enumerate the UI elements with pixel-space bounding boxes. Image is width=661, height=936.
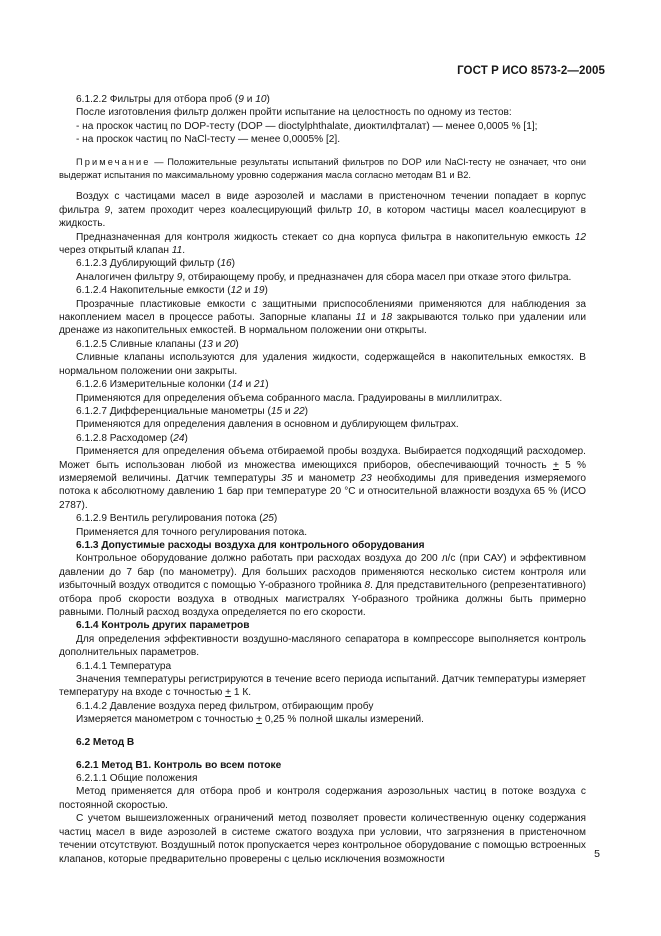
reference-number: 23 bbox=[360, 472, 372, 484]
paragraph bbox=[59, 619, 586, 632]
text-run: ) bbox=[184, 432, 188, 444]
text-run: 6.1.2.6 Измерительные колонки ( bbox=[76, 379, 232, 391]
text-run: Примечание bbox=[76, 156, 151, 167]
text-run: и манометр bbox=[292, 472, 361, 484]
text-run: ) bbox=[265, 379, 269, 391]
text-run: Предназначенная для контроля жидкость стекает со дна корпуса фильтра в накопительную емкость bbox=[76, 231, 575, 243]
text-run: 6.1.4.1 Температура bbox=[76, 660, 172, 672]
text-run: и bbox=[366, 312, 381, 324]
paragraph bbox=[59, 512, 586, 525]
paragraph bbox=[59, 673, 586, 700]
text-run: 6.1.2.8 Расходомер ( bbox=[76, 432, 174, 444]
reference-number: 11 bbox=[171, 245, 183, 257]
reference-number: 20 bbox=[224, 338, 236, 350]
text-run: 6.1.2.9 Вентиль регулирования потока ( bbox=[76, 513, 263, 525]
text-run: , в котором частицы масел коалесцируют в жидкость. bbox=[59, 204, 586, 230]
text-run: 6.2.1.1 Общие положения bbox=[76, 773, 198, 785]
paragraph bbox=[59, 772, 586, 785]
text-run: 6.1.2.7 Дифференциальные манометры ( bbox=[76, 405, 271, 417]
reference-number: 12 bbox=[230, 285, 242, 297]
text-run: ) bbox=[235, 338, 239, 350]
paragraph bbox=[59, 338, 586, 351]
reference-number: 8 bbox=[364, 580, 371, 592]
text-run: 0,25 % полной шкалы измерений. bbox=[262, 714, 424, 726]
paragraph bbox=[59, 418, 586, 431]
text-run: 1 К. bbox=[231, 687, 252, 699]
paragraph bbox=[59, 284, 586, 297]
text-run: через открытый клапан bbox=[59, 245, 172, 257]
paragraph bbox=[59, 812, 586, 866]
text-run: и bbox=[241, 285, 254, 297]
text-run: ) bbox=[273, 513, 278, 525]
text-run: 6.1.2.5 Сливные клапаны ( bbox=[76, 338, 202, 350]
reference-number: 14 bbox=[231, 379, 243, 391]
text-run: Сливные клапаны используются для удаления жидкости, содержащейся в накопительных емкостях. В нормальном положении они закрыты. bbox=[59, 352, 586, 377]
paragraph bbox=[59, 378, 586, 391]
reference-number: 11 bbox=[355, 312, 367, 324]
text-run: . bbox=[182, 245, 186, 257]
reference-number: 13 bbox=[201, 338, 213, 350]
paragraph bbox=[59, 700, 586, 713]
section-heading-text: 6.2.1 Метод В1. Контроль во всем потоке bbox=[76, 759, 282, 771]
text-run: + bbox=[225, 687, 232, 699]
paragraph bbox=[59, 445, 586, 512]
text-run: ) bbox=[266, 94, 270, 105]
paragraph bbox=[59, 405, 586, 418]
paragraph bbox=[59, 106, 586, 119]
text-run: ) bbox=[304, 405, 309, 417]
text-run: Контрольное оборудование должно работать при расходах воздуха до 200 л/с (при САУ) и эффективном давлении до 7 бар (по манометру). Для больших расходов применяются несколько систем контроля или избыточный воздух отводится с помощью Y-образного тройника bbox=[59, 553, 586, 592]
paragraph bbox=[59, 660, 586, 673]
text-run: + bbox=[256, 714, 263, 726]
reference-number: 18 bbox=[380, 312, 393, 324]
paragraph bbox=[59, 271, 586, 284]
reference-number: 21 bbox=[253, 379, 266, 391]
paragraph bbox=[59, 298, 586, 338]
paragraph bbox=[59, 432, 586, 445]
text-run: Применяется для точного регулирования потока. bbox=[76, 526, 308, 538]
text-run: необходимы для приведения измеряемого потока к абсолютному давлению 1 бар при температуре 20 °С и относительной влажности воздуха 65 % (ИСО 2787). bbox=[59, 472, 587, 511]
text-run: 6.1.2.2 Фильтры для отбора проб ( bbox=[76, 94, 239, 105]
reference-number: 12 bbox=[574, 231, 586, 243]
section-heading-text: 6.2 Метод В bbox=[76, 736, 135, 748]
text-run: 5 % измеряемой величины. Датчик температуры bbox=[59, 459, 587, 484]
paragraph bbox=[59, 633, 586, 660]
paragraph bbox=[59, 120, 586, 133]
text-run: , затем проходит через коалесцирующий фильтр bbox=[110, 204, 358, 216]
document-body bbox=[59, 93, 586, 866]
reference-number: 10 bbox=[255, 94, 267, 105]
text-run: ) bbox=[264, 285, 268, 297]
text-run: Прозрачные пластиковые емкости с защитными приспособлениями применяются для наблюдения за накоплением масел в процессе работы. Запорные клапаны bbox=[59, 298, 586, 324]
text-run: и bbox=[243, 94, 256, 105]
text-run: - на проскок частиц по DOP-тесту (DOP — dioctylphthalate, диоктилфталат) — менее 0,0005 % [1]; bbox=[76, 120, 538, 132]
paragraph bbox=[59, 785, 586, 812]
text-run: ) bbox=[231, 258, 236, 270]
reference-number: 25 bbox=[262, 513, 274, 525]
paragraph bbox=[59, 133, 586, 146]
reference-number: 9 bbox=[104, 204, 111, 216]
paragraph bbox=[59, 713, 586, 726]
reference-number: 35 bbox=[281, 472, 293, 484]
section-heading-text: 6.1.4 Контроль других параметров bbox=[76, 620, 250, 632]
reference-number: 19 bbox=[253, 285, 265, 297]
text-run: С учетом вышеизложенных ограничений метод позволяет провести количественную оценку содержания частиц масел в виде аэрозолей в системе сжатого воздуха при условии, что загрязнения в пристеночном течении отсутствуют. Воздушный поток пропускается через контрольное оборудование с помощью встроенных клапанов, которые предварительно проверены с целью исключения возможности bbox=[59, 813, 586, 865]
text-run: — Положительные результаты испытаний фильтров по DOP или NaCl-тесту не означает, что они выдержат испытания по максимальному уровню содержания масла согласно методам В1 и В2. bbox=[59, 156, 586, 180]
reference-number: 9 bbox=[176, 271, 183, 283]
paragraph bbox=[59, 351, 586, 378]
paragraph bbox=[59, 736, 586, 749]
paragraph bbox=[59, 257, 586, 270]
reference-number: 10 bbox=[357, 204, 369, 216]
text-run: . Для представительного (репрезентативного) отбора проб скорости воздуха в отводных магистралях Y-образного тройника должны быть примерно равными. Полный расход воздуха определяется по его скорости. bbox=[59, 580, 586, 618]
text-run: Метод применяется для отбора проб и контроля содержания аэрозольных частиц в потоке воздуха с постоянной скоростью. bbox=[59, 786, 586, 811]
page-number: 5 bbox=[594, 848, 600, 860]
paragraph bbox=[59, 392, 586, 405]
text-run: и bbox=[212, 338, 225, 350]
paragraph bbox=[59, 190, 586, 230]
text-run: - на проскок частиц по NaCl-тесту — менее 0,0005% [2]. bbox=[76, 134, 341, 146]
text-run: 6.1.2.3 Дублирующий фильтр ( bbox=[76, 258, 221, 270]
paragraph bbox=[59, 552, 586, 619]
note-paragraph bbox=[59, 156, 586, 181]
text-run: Для определения эффективности воздушно-масляного сепаратора в компрессоре выполняется контроль дополнительных параметров. bbox=[59, 633, 586, 659]
text-run: Применяются для определения объема собранного масла. Градуированы в миллилитрах. bbox=[76, 392, 503, 404]
text-run: Применяются для определения давления в основном и дублирующем фильтрах. bbox=[76, 419, 459, 431]
text-run: и bbox=[242, 379, 254, 391]
reference-number: 22 bbox=[293, 405, 305, 417]
text-run: Воздух с частицами масел в виде аэрозолей и маслами в пристеночном течении попадает в корпус фильтра bbox=[59, 191, 586, 216]
text-run: После изготовления фильтр должен пройти испытание на целостность по одному из тестов: bbox=[76, 107, 512, 119]
text-run: 6.1.2.4 Накопительные емкости ( bbox=[76, 285, 231, 297]
paragraph bbox=[59, 759, 586, 772]
paragraph bbox=[59, 231, 586, 258]
section-heading-text: 6.1.3 Допустимые расходы воздуха для контрольного оборудования bbox=[76, 539, 425, 551]
reference-number: 16 bbox=[220, 258, 232, 270]
reference-number: 24 bbox=[173, 432, 185, 444]
text-run: Значения температуры регистрируются в течение всего периода испытаний. Датчик температуры измеряет температуру на входе с точностью bbox=[59, 674, 586, 699]
text-run: закрываются только при удалении или дренаже из накопительных емкостей. В нормальном положении они открыты. bbox=[59, 312, 586, 337]
text-run: , отбирающему пробу, и предназначен для сбора масел при отказе этого фильтра. bbox=[182, 271, 572, 283]
paragraph bbox=[59, 526, 586, 539]
document-header: ГОСТ Р ИСО 8573-2—2005 bbox=[457, 65, 605, 77]
text-run: + bbox=[552, 459, 559, 471]
text-run: Измеряется манометром с точностью bbox=[76, 714, 257, 726]
reference-number: 9 bbox=[238, 94, 244, 105]
reference-number: 15 bbox=[270, 405, 283, 417]
text-run: 6.1.4.2 Давление воздуха перед фильтром, отбирающим пробу bbox=[76, 700, 374, 712]
text-run: Аналогичен фильтру bbox=[76, 271, 177, 283]
paragraph bbox=[59, 539, 586, 552]
text-run: Применяется для определения объема отбираемой пробы воздуха. Выбирается подходящий расходомер. Может быть использован любой из множества имеющихся приборов, обеспечивающий точность bbox=[59, 446, 586, 471]
text-run: и bbox=[282, 405, 294, 417]
paragraph bbox=[59, 93, 586, 106]
